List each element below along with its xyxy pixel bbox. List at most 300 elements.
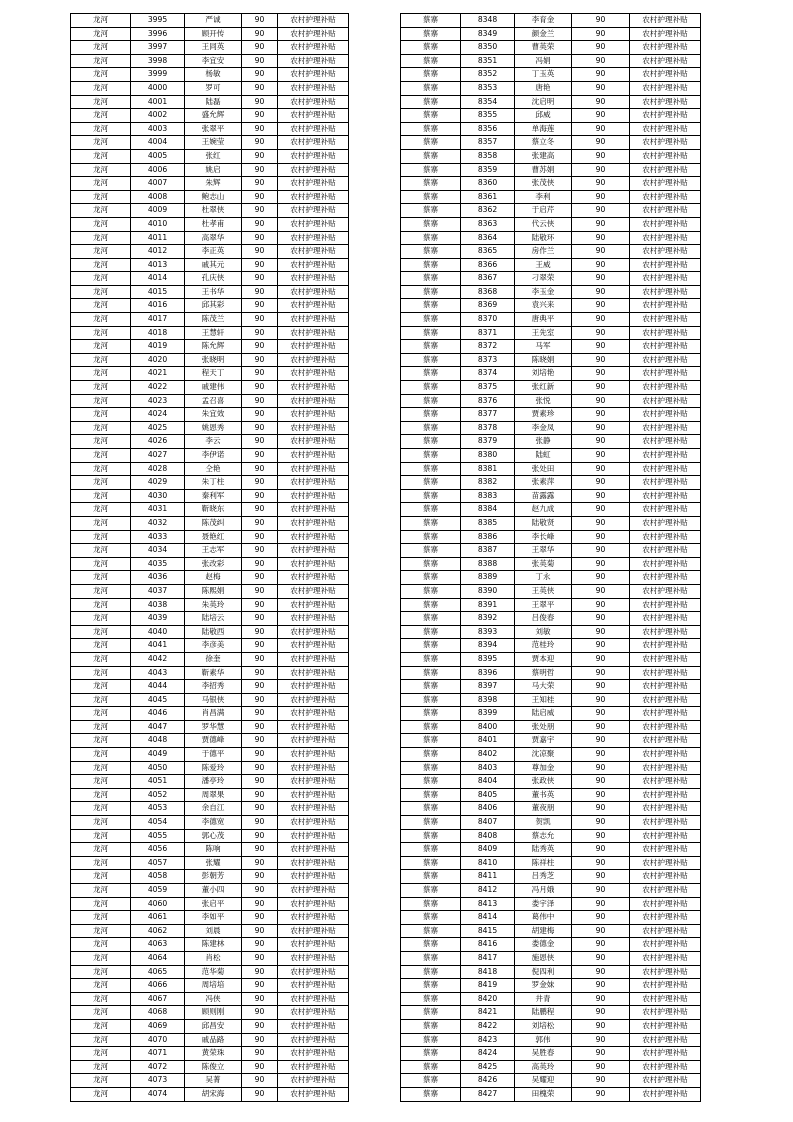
area-cell: 龙河 bbox=[71, 149, 131, 163]
amount-cell: 90 bbox=[572, 951, 630, 965]
amount-cell: 90 bbox=[242, 503, 278, 517]
subsidy-type-cell: 农村护理补贴 bbox=[278, 217, 349, 231]
serial-cell: 8357 bbox=[461, 136, 515, 150]
table-row bbox=[401, 911, 701, 925]
amount-cell: 90 bbox=[242, 788, 278, 802]
area-cell: 龙河 bbox=[71, 462, 131, 476]
table-row bbox=[71, 584, 349, 598]
name-cell: 严诚 bbox=[185, 14, 242, 28]
subsidy-type-cell: 农村护理补贴 bbox=[278, 136, 349, 150]
amount-cell: 90 bbox=[572, 516, 630, 530]
area-cell: 蔡寨 bbox=[401, 421, 461, 435]
table-row bbox=[71, 1019, 349, 1033]
table-row bbox=[401, 449, 701, 463]
area-cell: 龙河 bbox=[71, 1060, 131, 1074]
table-row bbox=[401, 122, 701, 136]
table-row bbox=[71, 516, 349, 530]
name-cell: 陈俊立 bbox=[185, 1060, 242, 1074]
subsidy-type-cell: 农村护理补贴 bbox=[630, 381, 701, 395]
amount-cell: 90 bbox=[242, 680, 278, 694]
serial-cell: 8407 bbox=[461, 816, 515, 830]
serial-cell: 4027 bbox=[131, 449, 185, 463]
amount-cell: 90 bbox=[572, 571, 630, 585]
serial-cell: 8425 bbox=[461, 1060, 515, 1074]
area-cell: 龙河 bbox=[71, 381, 131, 395]
serial-cell: 4041 bbox=[131, 639, 185, 653]
subsidy-type-cell: 农村护理补贴 bbox=[630, 816, 701, 830]
serial-cell: 8352 bbox=[461, 68, 515, 82]
table-row bbox=[71, 177, 349, 191]
subsidy-type-cell: 农村护理补贴 bbox=[630, 965, 701, 979]
table-row bbox=[401, 802, 701, 816]
serial-cell: 4064 bbox=[131, 951, 185, 965]
table-row bbox=[401, 1033, 701, 1047]
area-cell: 龙河 bbox=[71, 639, 131, 653]
amount-cell: 90 bbox=[572, 41, 630, 55]
table-row bbox=[71, 897, 349, 911]
serial-cell: 4001 bbox=[131, 95, 185, 109]
subsidy-type-cell: 农村护理补贴 bbox=[278, 530, 349, 544]
amount-cell: 90 bbox=[242, 299, 278, 313]
area-cell: 龙河 bbox=[71, 816, 131, 830]
table-row bbox=[71, 924, 349, 938]
name-cell: 陆敬贤 bbox=[515, 516, 572, 530]
amount-cell: 90 bbox=[242, 190, 278, 204]
serial-cell: 8355 bbox=[461, 109, 515, 123]
serial-cell: 8424 bbox=[461, 1047, 515, 1061]
table-row bbox=[401, 81, 701, 95]
table-row bbox=[71, 992, 349, 1006]
serial-cell: 4021 bbox=[131, 367, 185, 381]
area-cell: 龙河 bbox=[71, 245, 131, 259]
table-row bbox=[71, 734, 349, 748]
serial-cell: 8369 bbox=[461, 299, 515, 313]
name-cell: 马银侠 bbox=[185, 693, 242, 707]
area-cell: 蔡寨 bbox=[401, 1047, 461, 1061]
serial-cell: 4055 bbox=[131, 829, 185, 843]
subsidy-type-cell: 农村护理补贴 bbox=[278, 897, 349, 911]
name-cell: 戚品路 bbox=[185, 1033, 242, 1047]
serial-cell: 4015 bbox=[131, 285, 185, 299]
subsidy-type-cell: 农村护理补贴 bbox=[630, 109, 701, 123]
name-cell: 张处朋 bbox=[515, 720, 572, 734]
table-row bbox=[401, 693, 701, 707]
serial-cell: 4050 bbox=[131, 761, 185, 775]
amount-cell: 90 bbox=[572, 81, 630, 95]
table-row bbox=[71, 285, 349, 299]
area-cell: 蔡寨 bbox=[401, 177, 461, 191]
serial-cell: 8370 bbox=[461, 313, 515, 327]
name-cell: 杜孝甫 bbox=[185, 217, 242, 231]
table-row bbox=[401, 299, 701, 313]
area-cell: 龙河 bbox=[71, 965, 131, 979]
subsidy-type-cell: 农村护理补贴 bbox=[630, 353, 701, 367]
name-cell: 彭朝芳 bbox=[185, 870, 242, 884]
table-row bbox=[71, 476, 349, 490]
amount-cell: 90 bbox=[572, 829, 630, 843]
serial-cell: 4002 bbox=[131, 109, 185, 123]
serial-cell: 8396 bbox=[461, 666, 515, 680]
table-row bbox=[401, 367, 701, 381]
amount-cell: 90 bbox=[242, 897, 278, 911]
amount-cell: 90 bbox=[242, 530, 278, 544]
amount-cell: 90 bbox=[572, 557, 630, 571]
name-cell: 朱丁柱 bbox=[185, 476, 242, 490]
amount-cell: 90 bbox=[572, 476, 630, 490]
serial-cell: 4074 bbox=[131, 1087, 185, 1101]
amount-cell: 90 bbox=[242, 584, 278, 598]
area-cell: 龙河 bbox=[71, 557, 131, 571]
amount-cell: 90 bbox=[242, 557, 278, 571]
subsidy-type-cell: 农村护理补贴 bbox=[278, 149, 349, 163]
table-row bbox=[71, 1033, 349, 1047]
table-row bbox=[401, 1087, 701, 1101]
area-cell: 蔡寨 bbox=[401, 897, 461, 911]
amount-cell: 90 bbox=[242, 1047, 278, 1061]
area-cell: 龙河 bbox=[71, 326, 131, 340]
table-row bbox=[401, 476, 701, 490]
area-cell: 蔡寨 bbox=[401, 938, 461, 952]
subsidy-type-cell: 农村护理补贴 bbox=[630, 761, 701, 775]
table-body-left bbox=[71, 14, 349, 1102]
amount-cell: 90 bbox=[242, 109, 278, 123]
name-cell: 冯侠 bbox=[185, 992, 242, 1006]
area-cell: 蔡寨 bbox=[401, 54, 461, 68]
serial-cell: 3996 bbox=[131, 27, 185, 41]
table-row bbox=[401, 761, 701, 775]
amount-cell: 90 bbox=[242, 245, 278, 259]
serial-cell: 8361 bbox=[461, 190, 515, 204]
serial-cell: 4057 bbox=[131, 856, 185, 870]
area-cell: 龙河 bbox=[71, 68, 131, 82]
name-cell: 董小四 bbox=[185, 884, 242, 898]
area-cell: 蔡寨 bbox=[401, 122, 461, 136]
amount-cell: 90 bbox=[572, 924, 630, 938]
name-cell: 李长峰 bbox=[515, 530, 572, 544]
table-row bbox=[401, 258, 701, 272]
subsidy-type-cell: 农村护理补贴 bbox=[278, 408, 349, 422]
table-row bbox=[401, 1074, 701, 1088]
serial-cell: 8423 bbox=[461, 1033, 515, 1047]
serial-cell: 4052 bbox=[131, 788, 185, 802]
area-cell: 龙河 bbox=[71, 884, 131, 898]
name-cell: 肖松 bbox=[185, 951, 242, 965]
serial-cell: 4014 bbox=[131, 272, 185, 286]
serial-cell: 4063 bbox=[131, 938, 185, 952]
area-cell: 龙河 bbox=[71, 1033, 131, 1047]
area-cell: 蔡寨 bbox=[401, 41, 461, 55]
serial-cell: 8410 bbox=[461, 856, 515, 870]
amount-cell: 90 bbox=[572, 136, 630, 150]
amount-cell: 90 bbox=[572, 788, 630, 802]
table-row bbox=[401, 979, 701, 993]
area-cell: 龙河 bbox=[71, 136, 131, 150]
amount-cell: 90 bbox=[242, 1060, 278, 1074]
serial-cell: 8391 bbox=[461, 598, 515, 612]
name-cell: 张悦 bbox=[515, 394, 572, 408]
amount-cell: 90 bbox=[242, 693, 278, 707]
table-row bbox=[401, 544, 701, 558]
subsidy-type-cell: 农村护理补贴 bbox=[278, 231, 349, 245]
table-row bbox=[71, 544, 349, 558]
serial-cell: 4028 bbox=[131, 462, 185, 476]
subsidy-type-cell: 农村护理补贴 bbox=[630, 476, 701, 490]
serial-cell: 4051 bbox=[131, 775, 185, 789]
area-cell: 龙河 bbox=[71, 299, 131, 313]
name-cell: 郭伟 bbox=[515, 1033, 572, 1047]
area-cell: 蔡寨 bbox=[401, 340, 461, 354]
name-cell: 朱宜效 bbox=[185, 408, 242, 422]
area-cell: 蔡寨 bbox=[401, 489, 461, 503]
table-row bbox=[401, 530, 701, 544]
table-row bbox=[401, 965, 701, 979]
subsidy-type-cell: 农村护理补贴 bbox=[278, 163, 349, 177]
table-row bbox=[401, 326, 701, 340]
amount-cell: 90 bbox=[572, 27, 630, 41]
table-row bbox=[71, 122, 349, 136]
area-cell: 蔡寨 bbox=[401, 856, 461, 870]
table-row bbox=[71, 680, 349, 694]
amount-cell: 90 bbox=[572, 285, 630, 299]
subsidy-type-cell: 农村护理补贴 bbox=[278, 122, 349, 136]
amount-cell: 90 bbox=[242, 544, 278, 558]
table-row bbox=[401, 924, 701, 938]
subsidy-type-cell: 农村护理补贴 bbox=[630, 299, 701, 313]
table-row bbox=[401, 992, 701, 1006]
table-row bbox=[71, 190, 349, 204]
amount-cell: 90 bbox=[572, 652, 630, 666]
table-row bbox=[401, 775, 701, 789]
name-cell: 尊加金 bbox=[515, 761, 572, 775]
serial-cell: 4013 bbox=[131, 258, 185, 272]
name-cell: 张红新 bbox=[515, 381, 572, 395]
area-cell: 龙河 bbox=[71, 122, 131, 136]
subsidy-type-cell: 农村护理补贴 bbox=[278, 856, 349, 870]
amount-cell: 90 bbox=[572, 353, 630, 367]
name-cell: 颜金兰 bbox=[515, 27, 572, 41]
serial-cell: 4016 bbox=[131, 299, 185, 313]
amount-cell: 90 bbox=[242, 177, 278, 191]
table-row bbox=[401, 408, 701, 422]
table-row bbox=[71, 1060, 349, 1074]
amount-cell: 90 bbox=[242, 734, 278, 748]
name-cell: 陈茂纠 bbox=[185, 516, 242, 530]
area-cell: 蔡寨 bbox=[401, 992, 461, 1006]
name-cell: 单海莲 bbox=[515, 122, 572, 136]
serial-cell: 8363 bbox=[461, 217, 515, 231]
serial-cell: 3997 bbox=[131, 41, 185, 55]
name-cell: 王先室 bbox=[515, 326, 572, 340]
name-cell: 胡建梅 bbox=[515, 924, 572, 938]
amount-cell: 90 bbox=[572, 68, 630, 82]
subsidy-type-cell: 农村护理补贴 bbox=[278, 476, 349, 490]
area-cell: 龙河 bbox=[71, 870, 131, 884]
serial-cell: 4045 bbox=[131, 693, 185, 707]
subsidy-type-cell: 农村护理补贴 bbox=[278, 68, 349, 82]
amount-cell: 90 bbox=[572, 639, 630, 653]
serial-cell: 8375 bbox=[461, 381, 515, 395]
subsidy-type-cell: 农村护理补贴 bbox=[278, 394, 349, 408]
name-cell: 丁永 bbox=[515, 571, 572, 585]
area-cell: 蔡寨 bbox=[401, 775, 461, 789]
amount-cell: 90 bbox=[572, 367, 630, 381]
subsidy-type-cell: 农村护理补贴 bbox=[630, 720, 701, 734]
area-cell: 龙河 bbox=[71, 625, 131, 639]
serial-cell: 8388 bbox=[461, 557, 515, 571]
name-cell: 鲍志山 bbox=[185, 190, 242, 204]
serial-cell: 4022 bbox=[131, 381, 185, 395]
area-cell: 蔡寨 bbox=[401, 557, 461, 571]
name-cell: 张红 bbox=[185, 149, 242, 163]
area-cell: 蔡寨 bbox=[401, 734, 461, 748]
subsidy-type-cell: 农村护理补贴 bbox=[630, 95, 701, 109]
name-cell: 罗华慧 bbox=[185, 720, 242, 734]
table-row bbox=[401, 1060, 701, 1074]
subsidy-type-cell: 农村护理补贴 bbox=[278, 177, 349, 191]
amount-cell: 90 bbox=[572, 775, 630, 789]
table-row bbox=[71, 14, 349, 28]
name-cell: 张英菊 bbox=[515, 557, 572, 571]
serial-cell: 8350 bbox=[461, 41, 515, 55]
area-cell: 蔡寨 bbox=[401, 136, 461, 150]
table-row bbox=[71, 81, 349, 95]
area-cell: 蔡寨 bbox=[401, 476, 461, 490]
name-cell: 范桂玲 bbox=[515, 639, 572, 653]
amount-cell: 90 bbox=[572, 149, 630, 163]
name-cell: 胡宋海 bbox=[185, 1087, 242, 1101]
amount-cell: 90 bbox=[242, 95, 278, 109]
name-cell: 秦利军 bbox=[185, 489, 242, 503]
serial-cell: 8417 bbox=[461, 951, 515, 965]
area-cell: 蔡寨 bbox=[401, 612, 461, 626]
serial-cell: 4071 bbox=[131, 1047, 185, 1061]
serial-cell: 4036 bbox=[131, 571, 185, 585]
area-cell: 蔡寨 bbox=[401, 95, 461, 109]
table-row bbox=[401, 95, 701, 109]
serial-cell: 4048 bbox=[131, 734, 185, 748]
name-cell: 董夜朋 bbox=[515, 802, 572, 816]
serial-cell: 8367 bbox=[461, 272, 515, 286]
serial-cell: 4044 bbox=[131, 680, 185, 694]
table-row bbox=[71, 1087, 349, 1101]
subsidy-type-cell: 农村护理补贴 bbox=[278, 693, 349, 707]
subsidy-type-cell: 农村护理补贴 bbox=[278, 462, 349, 476]
name-cell: 李玉金 bbox=[515, 285, 572, 299]
subsidy-type-cell: 农村护理补贴 bbox=[630, 1087, 701, 1101]
table-row bbox=[71, 381, 349, 395]
table-row bbox=[401, 788, 701, 802]
serial-cell: 4006 bbox=[131, 163, 185, 177]
table-row bbox=[401, 435, 701, 449]
subsidy-type-cell: 农村护理补贴 bbox=[630, 666, 701, 680]
subsidy-type-cell: 农村护理补贴 bbox=[278, 421, 349, 435]
serial-cell: 4043 bbox=[131, 666, 185, 680]
area-cell: 蔡寨 bbox=[401, 394, 461, 408]
area-cell: 蔡寨 bbox=[401, 190, 461, 204]
area-cell: 蔡寨 bbox=[401, 870, 461, 884]
subsidy-type-cell: 农村护理补贴 bbox=[278, 829, 349, 843]
amount-cell: 90 bbox=[572, 979, 630, 993]
table-row bbox=[401, 136, 701, 150]
area-cell: 龙河 bbox=[71, 693, 131, 707]
name-cell: 陈茂兰 bbox=[185, 313, 242, 327]
table-row bbox=[71, 299, 349, 313]
serial-cell: 8364 bbox=[461, 231, 515, 245]
table-row bbox=[71, 761, 349, 775]
area-cell: 蔡寨 bbox=[401, 598, 461, 612]
table-row bbox=[401, 843, 701, 857]
table-row bbox=[401, 340, 701, 354]
area-cell: 龙河 bbox=[71, 231, 131, 245]
serial-cell: 8356 bbox=[461, 122, 515, 136]
amount-cell: 90 bbox=[242, 272, 278, 286]
area-cell: 龙河 bbox=[71, 1019, 131, 1033]
name-cell: 张茂侠 bbox=[515, 177, 572, 191]
serial-cell: 8380 bbox=[461, 449, 515, 463]
subsidy-type-cell: 农村护理补贴 bbox=[630, 516, 701, 530]
name-cell: 顾则刚 bbox=[185, 1006, 242, 1020]
amount-cell: 90 bbox=[242, 1074, 278, 1088]
table-row bbox=[401, 639, 701, 653]
area-cell: 龙河 bbox=[71, 829, 131, 843]
serial-cell: 8416 bbox=[461, 938, 515, 952]
table-row bbox=[401, 951, 701, 965]
serial-cell: 8404 bbox=[461, 775, 515, 789]
subsidy-type-cell: 农村护理补贴 bbox=[630, 829, 701, 843]
subsidy-type-cell: 农村护理补贴 bbox=[278, 680, 349, 694]
name-cell: 戚其元 bbox=[185, 258, 242, 272]
amount-cell: 90 bbox=[242, 625, 278, 639]
amount-cell: 90 bbox=[572, 598, 630, 612]
name-cell: 王英侠 bbox=[515, 584, 572, 598]
area-cell: 蔡寨 bbox=[401, 462, 461, 476]
table-row bbox=[71, 1074, 349, 1088]
serial-cell: 4035 bbox=[131, 557, 185, 571]
area-cell: 龙河 bbox=[71, 408, 131, 422]
subsidy-type-cell: 农村护理补贴 bbox=[630, 177, 701, 191]
area-cell: 蔡寨 bbox=[401, 829, 461, 843]
subsidy-type-cell: 农村护理补贴 bbox=[278, 720, 349, 734]
name-cell: 张静 bbox=[515, 435, 572, 449]
area-cell: 蔡寨 bbox=[401, 1087, 461, 1101]
name-cell: 罗可 bbox=[185, 81, 242, 95]
table-row bbox=[401, 680, 701, 694]
serial-cell: 8359 bbox=[461, 163, 515, 177]
subsidy-type-cell: 农村护理补贴 bbox=[630, 598, 701, 612]
area-cell: 蔡寨 bbox=[401, 666, 461, 680]
table-row bbox=[71, 245, 349, 259]
serial-cell: 4020 bbox=[131, 353, 185, 367]
name-cell: 李伊诺 bbox=[185, 449, 242, 463]
subsidy-type-cell: 农村护理补贴 bbox=[278, 911, 349, 925]
area-cell: 蔡寨 bbox=[401, 911, 461, 925]
amount-cell: 90 bbox=[242, 68, 278, 82]
subsidy-type-cell: 农村护理补贴 bbox=[278, 272, 349, 286]
serial-cell: 8351 bbox=[461, 54, 515, 68]
table-row bbox=[401, 489, 701, 503]
serial-cell: 8394 bbox=[461, 639, 515, 653]
subsidy-type-cell: 农村护理补贴 bbox=[278, 761, 349, 775]
amount-cell: 90 bbox=[572, 272, 630, 286]
name-cell: 王翠华 bbox=[515, 544, 572, 558]
area-cell: 龙河 bbox=[71, 748, 131, 762]
area-cell: 蔡寨 bbox=[401, 680, 461, 694]
serial-cell: 8400 bbox=[461, 720, 515, 734]
area-cell: 蔡寨 bbox=[401, 639, 461, 653]
amount-cell: 90 bbox=[242, 340, 278, 354]
amount-cell: 90 bbox=[572, 1047, 630, 1061]
table-row bbox=[401, 884, 701, 898]
